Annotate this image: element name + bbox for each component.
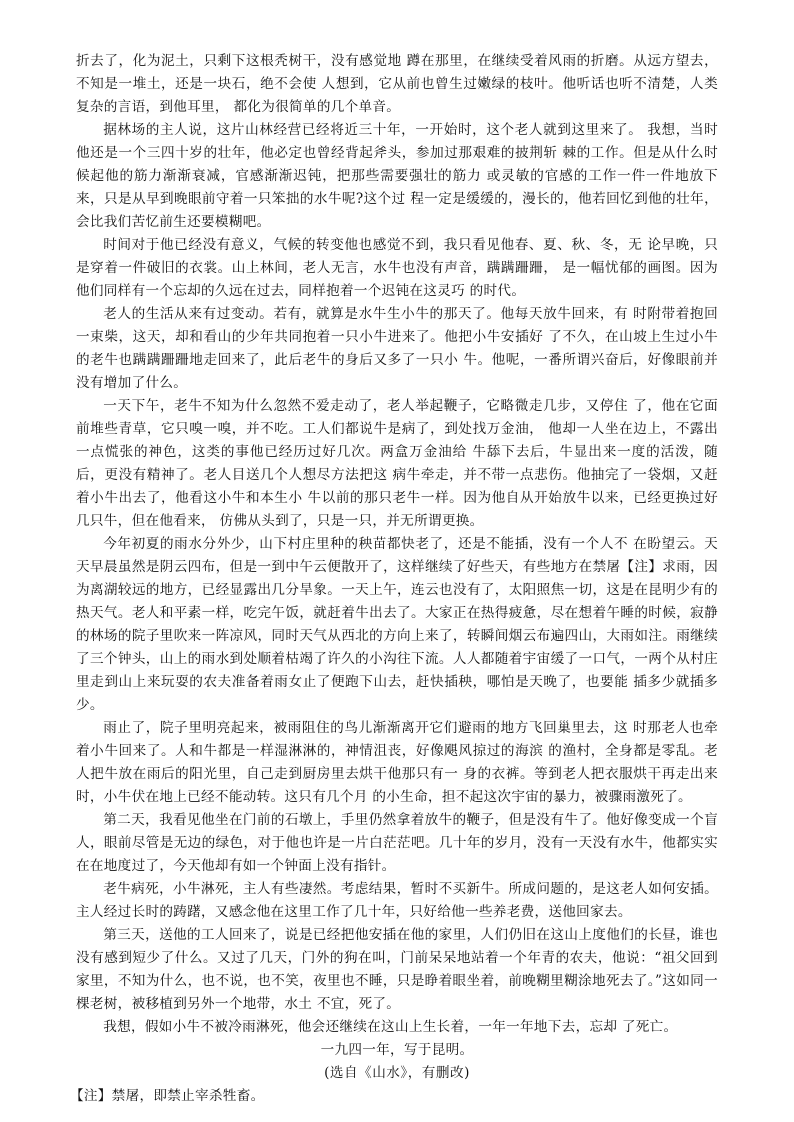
paragraph-8: 第二天，我看见他坐在门前的石墩上，手里仍然拿着放牛的鞭子，但是没有牛了。他好像变成一个盲人，眼前尽管是无边的绿色，对于他也许是一片白茫茫吧。几十年的岁月，没有一天没有水牛，他都实实在在地度过了，今天他却有如一个钟面上没有指针。 — [76, 812, 718, 874]
paragraph-9: 老牛病死，小牛淋死，主人有些凄然。考虑结果，暂时不买新牛。所成问题的，是这老人如何安插。主人经过长时的踌躇，又感念他在这里工作了几十年，只好给他一些养老费，送他回家去。 — [76, 881, 718, 920]
paragraph-7: 雨止了，院子里明亮起来，被雨阻住的鸟儿渐渐离开它们避雨的地方飞回巢里去，这 时那老人也牵着小牛回来了。人和牛都是一样湿淋淋的，神情沮丧，好像飓风掠过的海滨 的渔村，全身都是零乱。老人把牛放在雨后的阳光里，自己走到厨房里去烘干他那只有一 身的衣裤。等到老人把衣服烘干再走出来时，小牛伏在地上已经不能动转。这只有几个月 的小生命，担不起这次宇宙的暴力，被骤雨激死了。 — [76, 720, 718, 805]
paragraph-6: 今年初夏的雨水分外少，山下村庄里种的秧苗都快老了，还是不能插，没有一个人不 在盼望云。天天早晨虽然是阴云四布，但是一到中午云便散开了，这样继续了好些天，有些地方在禁屠【注】求雨，因为离湖较远的地方，已经显露出几分旱象。一天上午，连云也没有了，太阳照焦一切，这是在昆明少有的热天气。老人和平素一样，吃完午饭，就赶着牛出去了。大家正在热得疲惫，尽在想着午睡的时候，寂静的林场的院子里吹来一阵凉风，同时天气从西北的方向上来了，转瞬间烟云布遍四山，大雨如注。雨继续了三个钟头，山上的雨水到处顺着枯竭了许久的小沟往下流。人人都随着宇宙缓了一口气，一两个从村庄里走到山上来玩耍的农夫准备着雨女止了便跑下山去，赶快插秧，哪怕是天晚了，也要能 插多少就插多少。 — [76, 536, 718, 713]
paragraph-3: 时间对于他已经没有意义，气候的转变他也感觉不到，我只看见他春、夏、秋、冬，无 论早晚，只是穿着一件破旧的衣裳。山上林间，老人无言，水牛也没有声音，蹒蹒跚跚， 是一幅忧郁的画图。因为他们同样有一个忘却的久远在过去，同样抱着一个迟钝在这灵巧 的时代。 — [76, 237, 718, 299]
paragraph-1: 折去了，化为泥土，只剩下这根秃树干，没有感觉地 蹲在那里，在继续受着风雨的折磨。从远方望去，不知是一堆土，还是一块石，绝不会使 人想到，它从前也曾生过嫩绿的枝叶。他听话也听不清楚，人类复杂的言语，到他耳里， 都化为很简单的几个单音。 — [76, 53, 718, 115]
footnote: 【注】禁屠，即禁止宰杀牲畜。 — [70, 1088, 265, 1104]
paragraph-11: 我想，假如小牛不被冷雨淋死，他会还继续在这山上生长着，一年一年地下去，忘却 了死亡。 — [103, 1019, 678, 1035]
paragraph-10: 第三天，送他的工人回来了，说是已经把他安插在他的家里，人们仍旧在这山上度他们的长昼，谁也没有感到短少了什么。又过了几天，门外的狗在叫，门前呆呆地站着一个年青的农夫，他说：“祖父回到家里，不知为什么，也不说，也不笑，夜里也不睡，只是睁着眼坐着，前晚糊里糊涂地死去了。”这如同一棵老树，被移植到另外一个地带，水土 不宜，死了。 — [76, 927, 718, 1012]
paragraph-2: 据林场的主人说，这片山林经营已经将近三十年，一开始时，这个老人就到这里来了。 我想，当时他还是一个三四十岁的壮年，他必定也曾经背起斧头，参加过那艰难的披荆斩 棘的工作。但是从什么时候起他的筋力渐渐衰减，官感渐渐迟钝，把那些需要强壮的筋力 或灵敏的官感的工作一件一件地放下来，只是从早到晚眼前守着一只笨拙的水牛呢?这个过 程一定是缓缓的，漫长的，他若回忆到他的壮年，会比我们苦忆前生还要模糊吧。 — [76, 122, 718, 230]
source-citation: (选自《山水》，有删改) — [324, 1065, 470, 1081]
article-body — [70, 50, 718, 1108]
paragraph-5: 一天下午，老牛不知为什么忽然不爱走动了，老人举起鞭子，它略微走几步，又停住 了，他在它面前堆些青草，它只嗅一嗅，并不吃。工人们都说牛是病了，到处找万金油， 他却一人坐在边上，不露出一点慌张的神色，这类的事他已经历过好几次。两盒万金油给 牛舔下去后，牛显出来一度的活泼，随后，更没有精神了。老人目送几个人想尽方法把这 病牛牵走，并不带一点悲伤。他抽完了一袋烟，又赶着小牛出去了，他看这小牛和本生小 牛以前的那只老牛一样。因为他自从开始放牛以来，已经更换过好几只牛，但在他看来， 仿佛从头到了，只是一只，并无所谓更换。 — [76, 398, 718, 529]
date-signature: 一九四一年，写于昆明。 — [320, 1042, 474, 1058]
paragraph-4: 老人的生活从来有过变动。若有，就算是水牛生小牛的那天了。他每天放牛回来，有 时附带着抱回一束柴，这天，却和看山的少年共同抱着一只小牛进来了。他把小牛安插好 了不久，在山坡上生过小牛的老牛也蹒蹒跚跚地走回来了，此后老牛的身后又多了一只小 牛。他呢，一番所谓兴奋后，好像眼前并没有增加了什么。 — [76, 306, 718, 391]
